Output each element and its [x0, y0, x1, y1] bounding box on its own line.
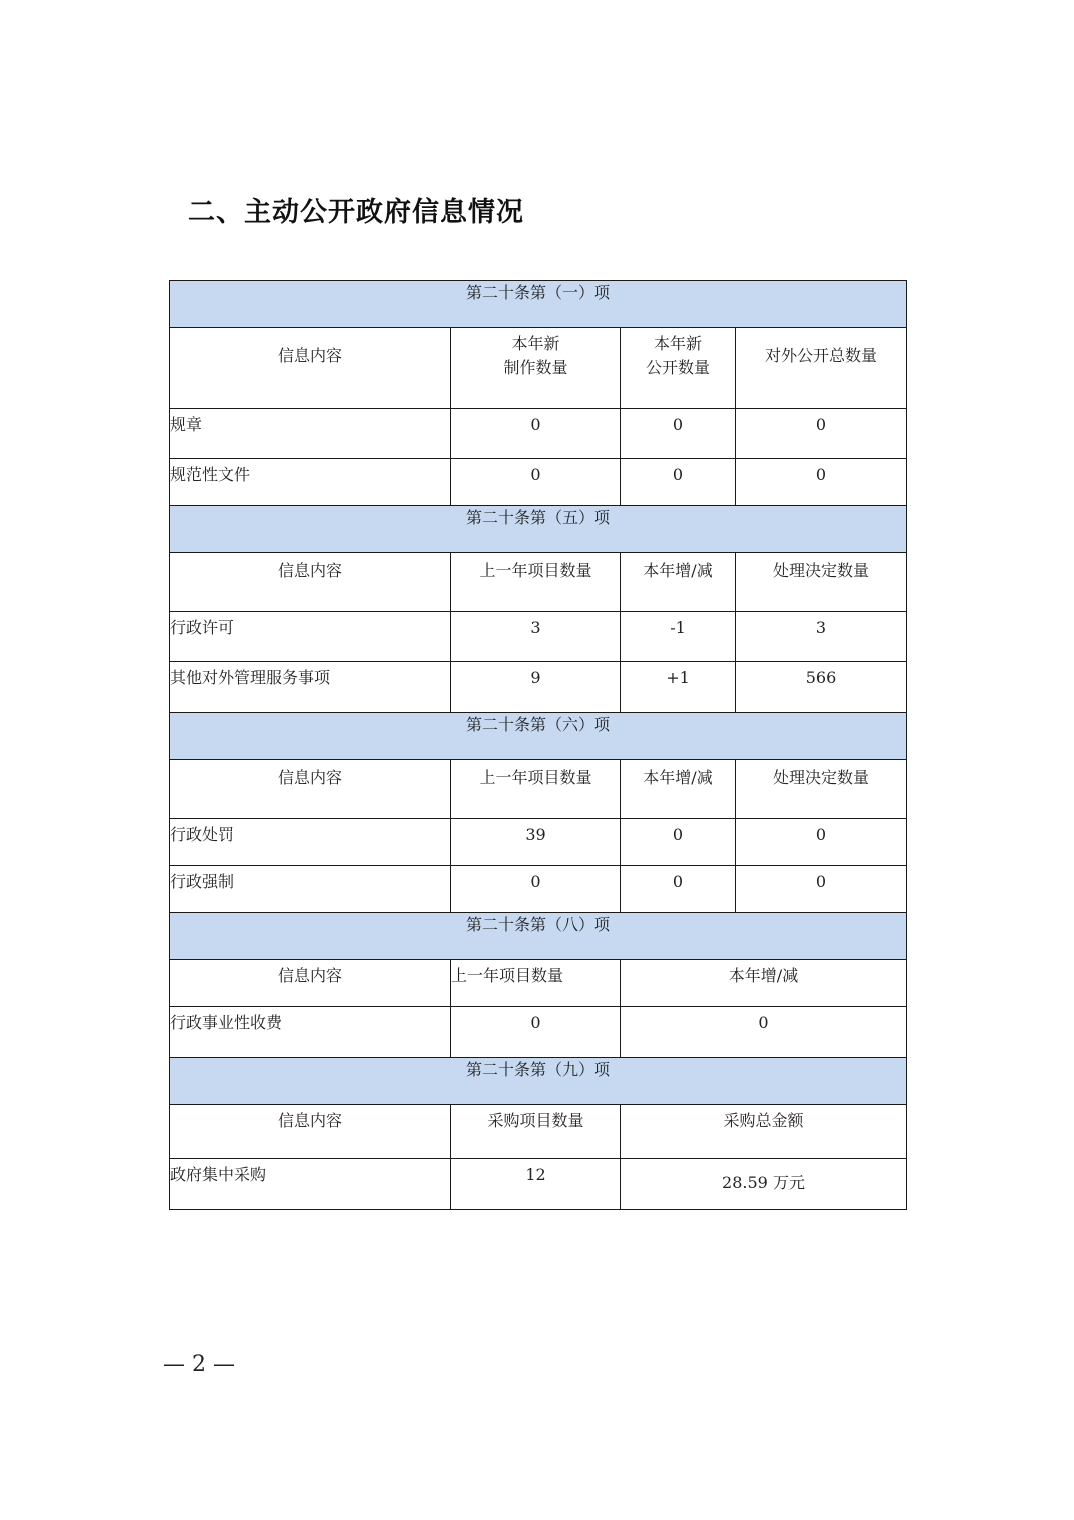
table-cell: 3: [451, 612, 621, 662]
header-cell: 处理决定数量: [736, 760, 907, 819]
section-heading: 第二十条第（八）项: [170, 913, 907, 960]
page-number: — 2 —: [163, 1352, 235, 1377]
header-cell: 本年增/减: [621, 760, 736, 819]
table-cell: 566: [736, 662, 907, 713]
table-header-row: [170, 960, 907, 1007]
table-header-row: [170, 760, 907, 819]
section-heading-row: [170, 281, 907, 328]
header-line: 本年新: [511, 334, 560, 353]
header-cell: 处理决定数量: [736, 553, 907, 612]
header-cell: [451, 328, 621, 409]
table-header-row: [170, 1105, 907, 1159]
table-cell: 9: [451, 662, 621, 713]
page-title: 二、主动公开政府信息情况: [188, 197, 524, 228]
table-header-row: [170, 328, 907, 409]
header-cell: 本年增/减: [621, 553, 736, 612]
table-cell: 0: [621, 819, 736, 866]
header-line: 制作数量: [503, 358, 568, 377]
section-heading: 第二十条第（五）项: [170, 506, 907, 553]
table-cell: 0: [451, 866, 621, 913]
table-cell: 0: [621, 459, 736, 506]
table-row: [170, 1159, 907, 1210]
table-row: [170, 1007, 907, 1058]
header-cell: [621, 328, 736, 409]
header-cell: 采购总金额: [621, 1105, 907, 1159]
disclosure-table: [169, 280, 907, 1210]
table-row: [170, 866, 907, 913]
header-cell: 信息内容: [170, 1105, 451, 1159]
header-cell: 本年增/减: [621, 960, 907, 1007]
table-cell: 规章: [170, 409, 451, 459]
table-cell: 行政许可: [170, 612, 451, 662]
table-cell: 0: [736, 459, 907, 506]
header-cell: 上一年项目数量: [451, 960, 621, 1007]
header-cell: 对外公开总数量: [736, 328, 907, 409]
table-row: [170, 459, 907, 506]
table-cell: 行政处罚: [170, 819, 451, 866]
section-heading-row: [170, 913, 907, 960]
section-heading: 第二十条第（九）项: [170, 1058, 907, 1105]
section-heading: 第二十条第（六）项: [170, 713, 907, 760]
header-cell: 上一年项目数量: [451, 553, 621, 612]
table-cell: 0: [451, 1007, 621, 1058]
header-cell: 上一年项目数量: [451, 760, 621, 819]
table-cell: 0: [736, 866, 907, 913]
table-cell: 0: [736, 819, 907, 866]
header-cell: 信息内容: [170, 553, 451, 612]
table-cell: 28.59 万元: [621, 1159, 907, 1210]
table-cell: 12: [451, 1159, 621, 1210]
table-cell: 0: [621, 866, 736, 913]
table-cell: 规范性文件: [170, 459, 451, 506]
table-cell: 39: [451, 819, 621, 866]
table-cell: 0: [736, 409, 907, 459]
table-cell: -1: [621, 612, 736, 662]
header-cell: 信息内容: [170, 760, 451, 819]
table-header-row: [170, 553, 907, 612]
header-cell: 信息内容: [170, 328, 451, 409]
table-cell: 0: [451, 409, 621, 459]
table-cell: 0: [621, 1007, 907, 1058]
table-row: [170, 819, 907, 866]
table-cell: 政府集中采购: [170, 1159, 451, 1210]
header-line: 本年新: [653, 334, 702, 353]
table-cell: 0: [451, 459, 621, 506]
table-row: [170, 409, 907, 459]
table-cell: 行政事业性收费: [170, 1007, 451, 1058]
table-row: [170, 612, 907, 662]
header-line: 公开数量: [645, 358, 710, 377]
header-cell: 采购项目数量: [451, 1105, 621, 1159]
table-cell: 行政强制: [170, 866, 451, 913]
table-cell: 3: [736, 612, 907, 662]
section-heading: 第二十条第（一）项: [170, 281, 907, 328]
section-heading-row: [170, 506, 907, 553]
section-heading-row: [170, 1058, 907, 1105]
table-cell: +1: [621, 662, 736, 713]
table-cell: 0: [621, 409, 736, 459]
table-cell: 其他对外管理服务事项: [170, 662, 451, 713]
header-cell: 信息内容: [170, 960, 451, 1007]
table-row: [170, 662, 907, 713]
section-heading-row: [170, 713, 907, 760]
